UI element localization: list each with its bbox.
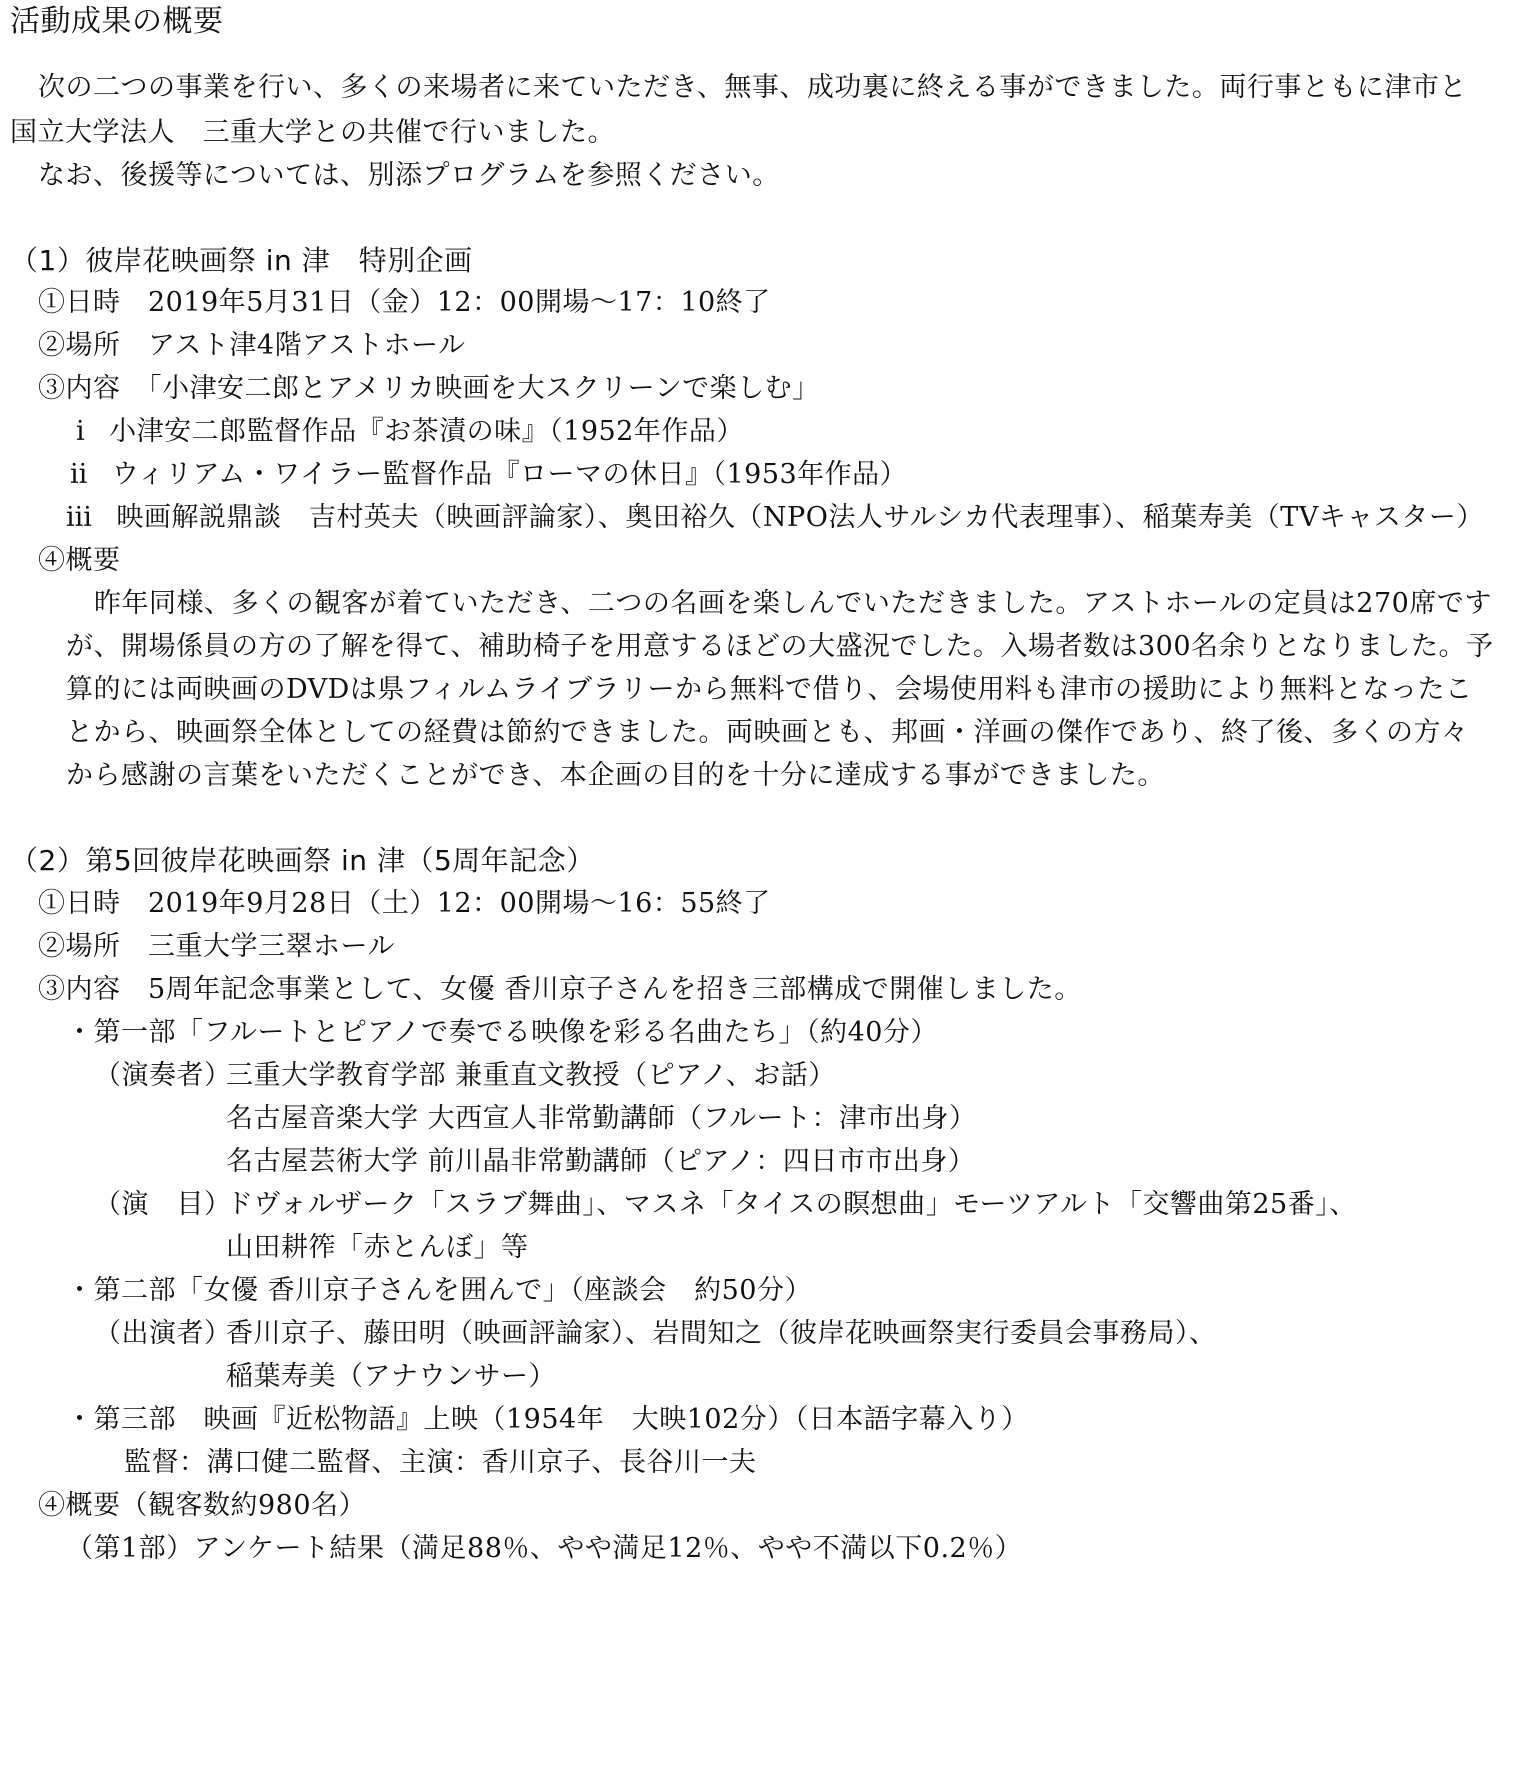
section-2-place: ②場所 三重大学三翠ホール <box>38 931 395 962</box>
intro-paragraph-line: 次の二つの事業を行い、多くの来場者に来ていただき、無事、成功裏に終える事ができました。両行事ともに津市と <box>38 72 1467 103</box>
part-1-program-line: 山田耕筰「赤とんぼ」等 <box>226 1232 529 1263</box>
part-1-title: ・第一部「フルートとピアノで奏でる映像を彩る名曲たち」（約40分） <box>66 1017 938 1048</box>
part-3-credits: 監督：溝口健二監督、主演：香川京子、長谷川一夫 <box>124 1447 757 1478</box>
section-2-survey: （第1部）アンケート結果（満足88％、やや満足12％、やや不満以下0.2％） <box>66 1533 1023 1564</box>
item-text: 映画解説鼎談 吉村英夫（映画評論家）、奥田裕久（NPO法人サルシカ代表理事）、稲葉寿美（TVキャスター） <box>116 502 1484 533</box>
intro-paragraph-line: 国立大学法人 三重大学との共催で行いました。 <box>10 117 615 148</box>
part-2-cast-label: （出演者） <box>94 1318 232 1349</box>
section-2-summary-label: ④概要（観客数約980名） <box>38 1490 367 1521</box>
section-1-summary-label: ④概要 <box>38 545 121 576</box>
section-1-summary-line: が、開場係員の方の了解を得て、補助椅子を用意するほどの大盛況でした。入場者数は300名余りとなりました。予 <box>66 631 1494 662</box>
section-1-summary-line: とから、映画祭全体としての経費は節約できました。両映画とも、邦画・洋画の傑作であり、終了後、多くの方々 <box>66 717 1469 748</box>
part-2-cast-line: 香川京子、藤田明（映画評論家）、岩間知之（彼岸花映画祭実行委員会事務局）、 <box>226 1318 1217 1349</box>
section-2-datetime: ①日時 2019年9月28日（土）12：00開場～16：55終了 <box>38 888 771 919</box>
item-number: ⅲ <box>66 502 93 533</box>
section-1-heading: （1）彼岸花映画祭 in 津 特別企画 <box>10 244 473 277</box>
part-3-title: ・第三部 映画『近松物語』上映（1954年 大映102分）（日本語字幕入り） <box>66 1404 1029 1435</box>
item-text: 小津安二郎監督作品『お茶漬の味』（1952年作品） <box>109 416 744 447</box>
item-number: ⅱ <box>70 459 88 490</box>
part-1-program-line: ドヴォルザーク「スラブ舞曲」、マスネ「タイスの瞑想曲」モーツアルト「交響曲第25番」、 <box>226 1189 1357 1220</box>
page-title: 活動成果の概要 <box>10 4 224 39</box>
section-1-summary-line: 算的には両映画のDVDは県フィルムライブラリーから無料で借り、会場使用料も津市の援助により無料となったこ <box>66 674 1473 705</box>
section-1-item <box>70 457 907 493</box>
part-2-title: ・第二部「女優 香川京子さんを囲んで」（座談会 約50分） <box>66 1275 812 1306</box>
part-2-cast-line: 稲葉寿美（アナウンサー） <box>226 1361 556 1392</box>
item-number: ⅰ <box>76 416 86 447</box>
part-1-program-label: （演 目） <box>94 1189 232 1220</box>
section-1-summary-line: 昨年同様、多くの観客が着ていただき、二つの名画を楽しんでいただきました。アストホールの定員は270席です <box>94 588 1492 619</box>
section-1-item <box>66 500 1484 536</box>
part-1-performer: 三重大学教育学部 兼重直文教授（ピアノ、お話） <box>226 1060 836 1091</box>
item-text: ウィリアム・ワイラー監督作品『ローマの休日』（1953年作品） <box>111 459 908 490</box>
section-1-summary-line: から感謝の言葉をいただくことができ、本企画の目的を十分に達成する事ができました。 <box>66 760 1165 791</box>
part-1-performer: 名古屋音楽大学 大西宣人非常勤講師（フルート：津市出身） <box>226 1103 977 1134</box>
section-1-item <box>76 414 744 450</box>
intro-paragraph-line: なお、後援等については、別添プログラムを参照ください。 <box>38 160 780 191</box>
section-2-content: ③内容 5周年記念事業として、女優 香川京子さんを招き三部構成で開催しました。 <box>38 974 1082 1005</box>
section-2-heading: （2）第5回彼岸花映画祭 in 津（5周年記念） <box>10 844 595 877</box>
section-1-place: ②場所 アスト津4階アストホール <box>38 330 466 361</box>
section-1-content: ③内容 「小津安二郎とアメリカ映画を大スクリーンで楽しむ」 <box>38 373 820 404</box>
part-1-performer: 名古屋芸術大学 前川晶非常勤講師（ピアノ：四日市市出身） <box>226 1146 976 1177</box>
part-1-performers-label: （演奏者） <box>94 1060 232 1091</box>
section-1-datetime: ①日時 2019年5月31日（金）12：00開場～17：10終了 <box>38 287 771 318</box>
